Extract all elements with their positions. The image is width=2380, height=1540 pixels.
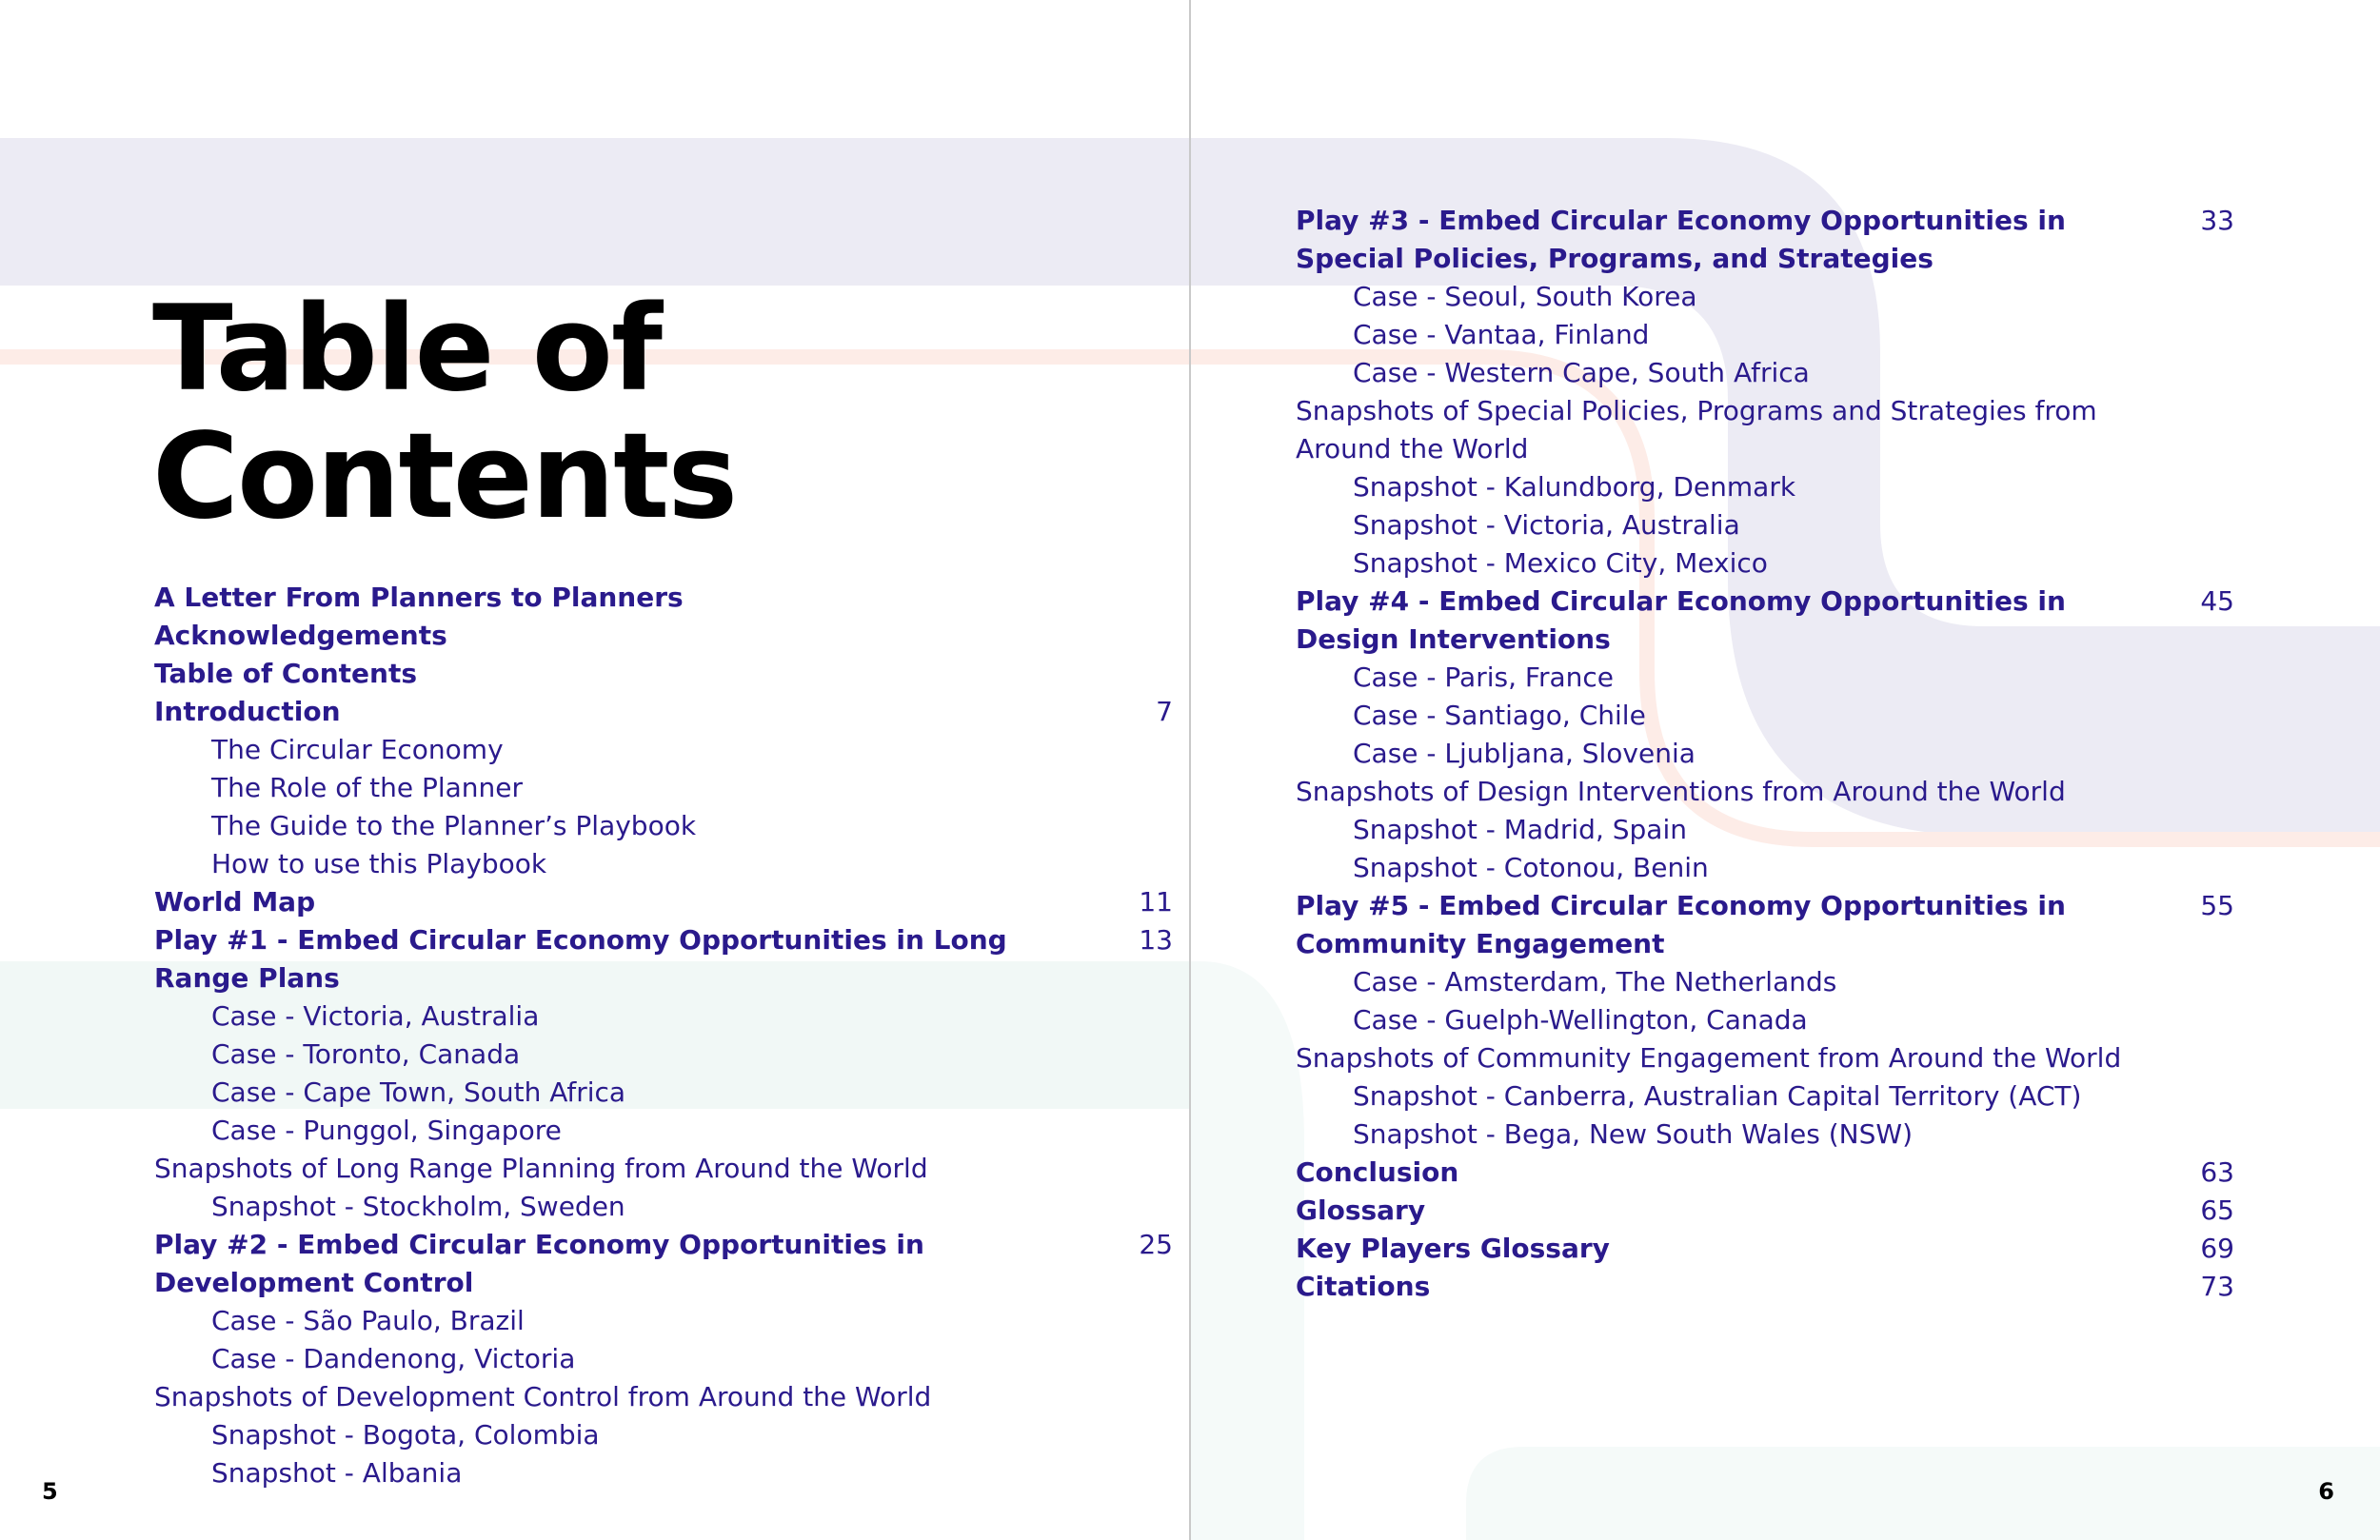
toc-entry-label: How to use this Playbook [211, 848, 547, 879]
toc-entry-label: Play #4 - Embed Circular Economy Opportunities in Design Interventions [1296, 585, 2066, 655]
toc-entry[interactable] [154, 1188, 1173, 1226]
toc-entry-label: Case - Ljubljana, Slovenia [1353, 738, 1696, 769]
toc-entry[interactable] [154, 769, 1173, 807]
toc-entry[interactable] [1296, 1230, 2234, 1268]
page-number-right: 6 [2318, 1478, 2334, 1505]
toc-entry[interactable] [154, 1036, 1173, 1074]
title-line-2: Contents [152, 408, 737, 545]
toc-entry[interactable] [154, 807, 1173, 845]
toc-entry[interactable] [1296, 1077, 2234, 1116]
toc-entry-label: Play #2 - Embed Circular Economy Opportunities in Development Control [154, 1229, 924, 1298]
toc-entry[interactable] [1296, 849, 2234, 887]
toc-entry-page: 73 [2200, 1271, 2234, 1302]
toc-entry-label: Case - Victoria, Australia [211, 1000, 540, 1032]
toc-entry[interactable] [154, 1302, 1173, 1340]
toc-entry[interactable] [154, 731, 1173, 769]
toc-entry[interactable] [1296, 392, 2234, 468]
toc-entry-label: Snapshot - Albania [211, 1457, 463, 1489]
toc-entry[interactable] [1296, 1268, 2234, 1306]
toc-entry-label: Case - Paris, France [1353, 661, 1614, 693]
toc-entry-label: Play #1 - Embed Circular Economy Opportunities in Long Range Plans [154, 924, 1007, 994]
toc-entry-page: 65 [2200, 1194, 2234, 1226]
toc-entry[interactable] [154, 1112, 1173, 1150]
toc-entry[interactable] [1296, 735, 2234, 773]
toc-entry[interactable] [1296, 659, 2234, 697]
toc-entry-page: 11 [1139, 886, 1173, 918]
toc-list-left [154, 579, 1173, 1492]
toc-entry[interactable] [1296, 506, 2234, 544]
toc-entry-page: 55 [2200, 890, 2234, 921]
toc-entry-label: Case - Western Cape, South Africa [1353, 357, 1810, 388]
toc-entry-label: The Role of the Planner [211, 772, 524, 803]
toc-entry[interactable] [154, 1416, 1173, 1454]
toc-entry-page: 63 [2200, 1156, 2234, 1188]
toc-entry[interactable] [1296, 1192, 2234, 1230]
toc-entry-label: Snapshot - Madrid, Spain [1353, 814, 1687, 845]
toc-entry-label: Snapshot - Cotonou, Benin [1353, 852, 1709, 883]
toc-entry-label: Snapshots of Long Range Planning from Around the World [154, 1153, 928, 1184]
toc-entry-label: Snapshot - Victoria, Australia [1353, 509, 1740, 541]
toc-entry[interactable] [1296, 887, 2234, 963]
toc-entry-label: Case - Seoul, South Korea [1353, 281, 1697, 312]
toc-entry[interactable] [154, 845, 1173, 883]
toc-entry-label: Play #5 - Embed Circular Economy Opportunities in Community Engagement [1296, 890, 2066, 959]
toc-entry-page: 13 [1139, 924, 1173, 956]
page-gutter [1189, 0, 1191, 1540]
toc-entry-label: Snapshots of Special Policies, Programs and Strategies from Around the World [1296, 395, 2097, 464]
toc-entry[interactable] [1296, 544, 2234, 582]
toc-entry-label: Case - Vantaa, Finland [1353, 319, 1650, 350]
toc-entry[interactable] [1296, 1001, 2234, 1039]
toc-entry-label: Snapshots of Design Interventions from Around the World [1296, 776, 2066, 807]
toc-entry-label: Snapshot - Mexico City, Mexico [1353, 547, 1768, 579]
toc-entry-label: World Map [154, 886, 316, 918]
toc-entry-label: Case - Toronto, Canada [211, 1038, 521, 1070]
toc-entry-label: Case - São Paulo, Brazil [211, 1305, 525, 1336]
toc-entry-label: Snapshot - Canberra, Australian Capital Territory (ACT) [1353, 1080, 2082, 1112]
toc-entry-label: Snapshot - Stockholm, Sweden [211, 1191, 625, 1222]
toc-entry-label: A Letter From Planners to Planners [154, 582, 684, 613]
toc-entry-label: Case - Santiago, Chile [1353, 700, 1646, 731]
toc-entry[interactable] [154, 1340, 1173, 1378]
toc-entry[interactable] [154, 617, 1173, 655]
toc-entry-page: 7 [1156, 696, 1173, 727]
toc-entry[interactable] [1296, 1154, 2234, 1192]
toc-entry-page: 45 [2200, 585, 2234, 617]
toc-entry[interactable] [154, 579, 1173, 617]
toc-entry-label: Case - Dandenong, Victoria [211, 1343, 576, 1374]
toc-entry[interactable] [154, 921, 1173, 997]
toc-entry-label: Snapshots of Community Engagement from Around the World [1296, 1042, 2122, 1074]
toc-entry-label: Conclusion [1296, 1156, 1459, 1188]
toc-entry-label: Case - Punggol, Singapore [211, 1115, 562, 1146]
toc-entry-label: Snapshot - Bogota, Colombia [211, 1419, 600, 1451]
toc-entry[interactable] [1296, 811, 2234, 849]
toc-entry-label: Case - Guelph-Wellington, Canada [1353, 1004, 1808, 1036]
toc-entry-label: Table of Contents [154, 658, 418, 689]
toc-entry[interactable] [1296, 202, 2234, 278]
toc-entry[interactable] [1296, 582, 2234, 659]
title-line-1: Table of [152, 281, 661, 418]
toc-entry[interactable] [1296, 278, 2234, 316]
toc-entry[interactable] [1296, 468, 2234, 506]
toc-entry-label: Glossary [1296, 1194, 1426, 1226]
toc-entry-label: Acknowledgements [154, 620, 447, 651]
toc-entry-label: Case - Cape Town, South Africa [211, 1076, 626, 1108]
toc-entry-page: 25 [1139, 1229, 1173, 1260]
toc-entry-label: Citations [1296, 1271, 1431, 1302]
toc-entry-label: The Circular Economy [211, 734, 504, 765]
toc-entry[interactable] [1296, 354, 2234, 392]
toc-entry-page: 69 [2200, 1233, 2234, 1264]
toc-entry-label: Introduction [154, 696, 341, 727]
toc-entry-page: 33 [2200, 205, 2234, 236]
toc-entry-label: The Guide to the Planner’s Playbook [211, 810, 697, 841]
toc-entry[interactable] [1296, 697, 2234, 735]
toc-entry-label: Snapshots of Development Control from Around the World [154, 1381, 932, 1412]
toc-entry[interactable] [1296, 773, 2234, 811]
page-number-left: 5 [42, 1478, 58, 1505]
toc-entry[interactable] [1296, 1039, 2234, 1077]
toc-entry[interactable] [1296, 1116, 2234, 1154]
toc-entry[interactable] [1296, 963, 2234, 1001]
toc-entry[interactable] [154, 997, 1173, 1036]
toc-entry[interactable] [154, 655, 1173, 693]
toc-entry-label: Case - Amsterdam, The Netherlands [1353, 966, 1837, 997]
toc-entry[interactable] [1296, 316, 2234, 354]
toc-entry[interactable] [154, 1378, 1173, 1416]
toc-list-right [1296, 202, 2234, 1306]
toc-entry[interactable] [154, 883, 1173, 921]
toc-entry[interactable] [154, 693, 1173, 731]
toc-entry[interactable] [154, 1150, 1173, 1188]
toc-entry-label: Snapshot - Bega, New South Wales (NSW) [1353, 1118, 1914, 1150]
page-title [152, 281, 737, 545]
toc-entry-label: Key Players Glossary [1296, 1233, 1610, 1264]
toc-entry[interactable] [154, 1454, 1173, 1492]
toc-entry-label: Play #3 - Embed Circular Economy Opportunities in Special Policies, Programs, and Strategies [1296, 205, 2066, 274]
toc-entry[interactable] [154, 1226, 1173, 1302]
toc-entry[interactable] [154, 1074, 1173, 1112]
toc-entry-label: Snapshot - Kalundborg, Denmark [1353, 471, 1796, 503]
